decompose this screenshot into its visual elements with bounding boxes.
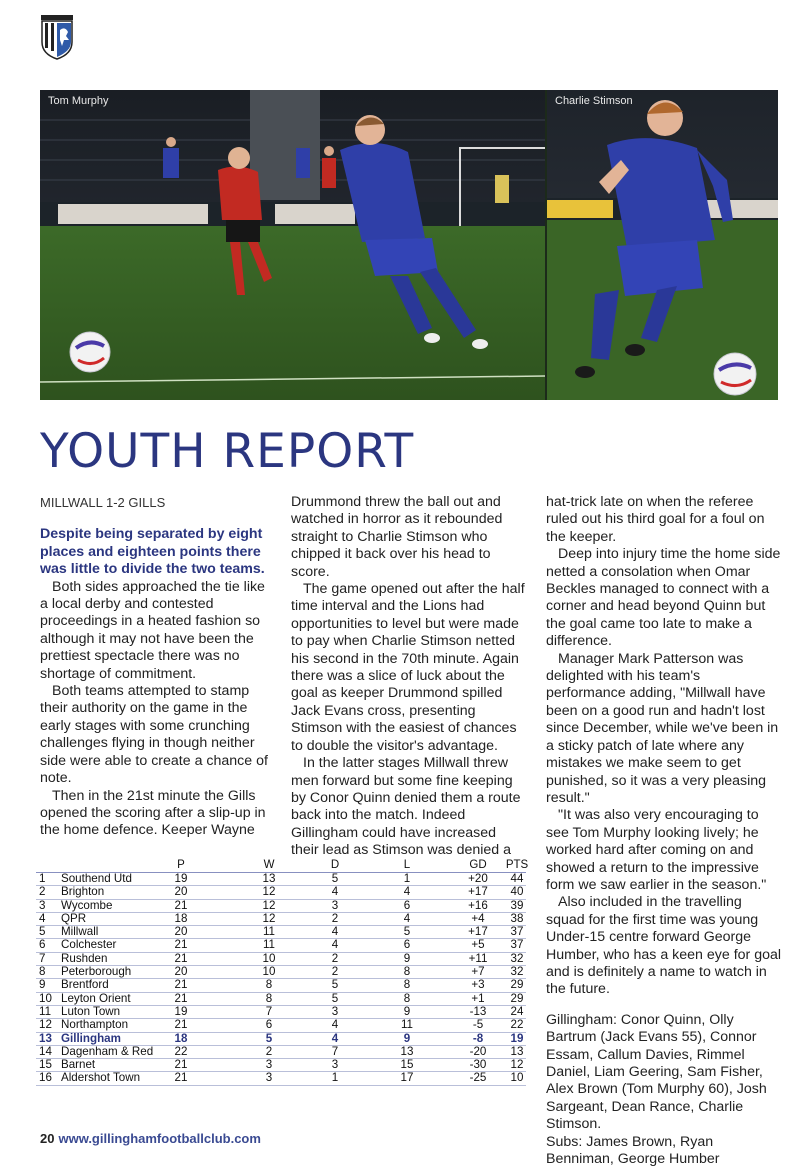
header-lost: L (403, 859, 411, 871)
photo-caption-right: Charlie Stimson (555, 95, 633, 107)
table-cell-d: 5 (331, 991, 339, 1005)
article-lead: Despite being separated by eight places and eighteen points there was little to divide the two teams. (40, 526, 265, 578)
team-subs: Subs: James Brown, Ryan Benniman, George Humber (546, 1133, 720, 1168)
article-column-2 (291, 494, 525, 860)
table-cell-pts: 37 (510, 925, 524, 939)
table-cell-d: 5 (331, 978, 339, 992)
table-cell-w: 11 (262, 938, 276, 952)
table-cell-l: 4 (403, 885, 411, 899)
header-won: W (263, 859, 275, 871)
table-cell-l: 8 (403, 965, 411, 979)
team-lineup: Gillingham: Conor Quinn, Olly Bartrum (Jack Evans 55), Connor Essam, Callum Davies, Rimmel Daniel, Liam Geering, Sam Fisher, Alex Brown (Tom Murphy 60), Josh Sargeant, Dean Rance, Charlie Stimson. (546, 1011, 767, 1133)
table-cell-l: 15 (400, 1058, 414, 1072)
table-cell-pts: 29 (510, 978, 524, 992)
table-cell-d: 2 (331, 911, 339, 925)
table-cell-gd: -8 (472, 1031, 484, 1045)
table-cell-pos: 8 (39, 965, 46, 979)
table-row (36, 1072, 526, 1085)
table-cell-d: 4 (331, 938, 339, 952)
table-cell-w: 8 (265, 978, 273, 992)
table-cell-d: 5 (331, 872, 339, 885)
article-paragraph: hat-trick late on when the referee ruled out his third goal for a foul on the keeper. (546, 494, 765, 545)
table-cell-gd: +5 (471, 938, 485, 952)
table-cell-gd: +3 (471, 978, 485, 992)
table-cell-w: 11 (262, 925, 276, 939)
table-cell-gd: +1 (471, 991, 485, 1005)
table-cell-pts: 44 (510, 872, 524, 885)
table-cell-team: Brentford (61, 978, 109, 992)
page-title: YOUTH REPORT (40, 424, 415, 479)
table-cell-pts: 10 (510, 1071, 524, 1085)
league-table (36, 846, 529, 1086)
table-row (36, 1046, 526, 1059)
article-paragraph: Deep into injury time the home side netted a consolation when Omar Beckles managed to connect with a corner and head beyond Quinn but the goal came too late to make a difference. (546, 546, 781, 650)
table-cell-pos: 5 (39, 925, 46, 939)
table-cell-p: 18 (174, 911, 188, 925)
article-paragraph: In the latter stages Millwall threw men forward but some fine keeping by Conor Quinn denied them a route back into the match. Indeed Gillingham could have increased their lead as Stimson was denied a (291, 755, 521, 859)
table-cell-team: Luton Town (61, 1004, 121, 1018)
table-cell-team: Barnet (61, 1058, 96, 1072)
club-website-link[interactable]: www.gillinghamfootballclub.com (58, 1131, 261, 1146)
table-cell-pts: 39 (510, 898, 524, 912)
match-photo-charlie-stimson (547, 90, 778, 400)
table-cell-p: 21 (174, 978, 188, 992)
table-cell-gd: +20 (468, 872, 488, 885)
table-cell-d: 2 (331, 951, 339, 965)
table-cell-pts: 29 (510, 991, 524, 1005)
table-cell-pts: 22 (510, 1018, 524, 1032)
table-cell-p: 21 (174, 1058, 188, 1072)
table-row (36, 900, 526, 913)
match-photo-tom-murphy (40, 90, 545, 400)
table-cell-p: 20 (174, 965, 188, 979)
table-row (36, 1059, 526, 1072)
table-cell-d: 4 (331, 925, 339, 939)
table-cell-d: 4 (331, 1031, 339, 1045)
article-paragraph: Both sides approached the tie like a local derby and contested proceedings in a heated fashion so although it may not have been the prettiest spectacle there was no shortage of commitment. (40, 578, 265, 682)
article-column-3 (546, 494, 782, 1168)
table-cell-d: 3 (331, 898, 339, 912)
header-goal-difference: GD (469, 859, 487, 871)
photo-caption-left: Tom Murphy (48, 95, 109, 107)
table-cell-pts: 13 (510, 1044, 524, 1058)
table-cell-d: 3 (331, 1058, 339, 1072)
table-cell-pos: 7 (39, 951, 46, 965)
article-paragraph: Manager Mark Patterson was delighted with his team's performance adding, "Millwall have been on a good run and hadn't lost since December, while we've been in a sticky patch of late where any mistakes we make seem to get punished, so it was a very pleasing result." (546, 650, 779, 806)
table-cell-d: 4 (331, 1018, 339, 1032)
table-cell-p: 20 (174, 885, 188, 899)
table-row (36, 953, 526, 966)
table-cell-pos: 13 (39, 1031, 52, 1045)
match-label: MILLWALL 1-2 GILLS (40, 495, 166, 510)
table-row (36, 979, 526, 992)
table-cell-l: 5 (403, 925, 411, 939)
table-cell-gd: +11 (468, 951, 488, 965)
table-cell-p: 21 (174, 898, 188, 912)
table-cell-team: Aldershot Town (61, 1071, 141, 1085)
table-row (36, 873, 526, 886)
table-cell-w: 5 (265, 1031, 273, 1045)
table-cell-pts: 19 (510, 1031, 524, 1045)
table-cell-w: 12 (262, 911, 276, 925)
table-cell-team: Colchester (61, 938, 117, 952)
table-cell-l: 4 (403, 911, 411, 925)
table-cell-pos: 6 (39, 938, 46, 952)
table-cell-gd: -30 (469, 1058, 487, 1072)
page-footer (40, 1131, 261, 1146)
article-paragraph: Both teams attempted to stamp their authority on the game in the early stages with some crunching challenges flying in though neither side were able to create a chance of note. (40, 683, 268, 787)
table-cell-team: Leyton Orient (61, 991, 131, 1005)
table-cell-p: 19 (174, 872, 188, 885)
table-cell-gd: +4 (471, 911, 485, 925)
table-cell-p: 21 (174, 991, 188, 1005)
table-cell-w: 6 (265, 1018, 273, 1032)
table-cell-l: 13 (400, 1044, 414, 1058)
table-cell-pts: 37 (510, 938, 524, 952)
table-cell-l: 9 (403, 1031, 411, 1045)
table-cell-pts: 32 (510, 965, 524, 979)
table-cell-team: Peterborough (61, 965, 132, 979)
table-cell-d: 4 (331, 885, 339, 899)
table-cell-pos: 15 (39, 1058, 52, 1072)
table-cell-gd: +17 (468, 925, 488, 939)
table-cell-w: 2 (265, 1044, 273, 1058)
table-cell-w: 3 (265, 1071, 273, 1085)
table-cell-gd: +16 (468, 898, 488, 912)
article-column-1 (40, 494, 272, 840)
table-cell-l: 1 (403, 872, 411, 885)
table-cell-p: 19 (174, 1004, 188, 1018)
table-cell-w: 10 (262, 951, 276, 965)
article-paragraph: "It was also very encouraging to see Tom Murphy looking lively; he worked hard after coming on and showed a return to the impressive form we saw earlier in the season." (546, 807, 767, 893)
table-cell-d: 1 (331, 1071, 339, 1085)
table-cell-team: Rushden (61, 951, 108, 965)
table-cell-l: 8 (403, 978, 411, 992)
table-cell-pos: 12 (39, 1018, 52, 1032)
table-cell-pts: 38 (510, 911, 524, 925)
table-cell-pos: 14 (39, 1044, 52, 1058)
table-cell-pos: 4 (39, 911, 46, 925)
club-crest-icon (40, 14, 74, 60)
table-cell-pts: 12 (510, 1058, 524, 1072)
table-cell-team: Northampton (61, 1018, 129, 1032)
table-cell-gd: -25 (469, 1071, 487, 1085)
table-row (36, 926, 526, 939)
header-drawn: D (330, 859, 340, 871)
table-row (36, 886, 526, 899)
table-cell-gd: +7 (471, 965, 485, 979)
table-cell-p: 20 (174, 925, 188, 939)
table-cell-w: 7 (265, 1004, 273, 1018)
table-cell-p: 22 (174, 1044, 188, 1058)
table-cell-gd: -20 (469, 1044, 487, 1058)
table-cell-w: 3 (265, 1058, 273, 1072)
table-cell-gd: -13 (469, 1004, 487, 1018)
table-cell-pos: 9 (39, 978, 46, 992)
table-cell-pos: 16 (39, 1071, 52, 1085)
table-cell-gd: +17 (468, 885, 488, 899)
table-cell-pts: 32 (510, 951, 524, 965)
table-cell-d: 7 (331, 1044, 339, 1058)
table-cell-team: Southend Utd (61, 872, 132, 885)
photo-strip (40, 90, 778, 400)
table-cell-p: 18 (174, 1031, 188, 1045)
table-cell-team: Brighton (61, 885, 105, 899)
table-cell-l: 17 (400, 1071, 414, 1085)
page-number: 20 (40, 1131, 55, 1146)
table-row (36, 1019, 526, 1032)
table-cell-p: 21 (174, 1018, 188, 1032)
table-cell-gd: -5 (472, 1018, 484, 1032)
table-row (36, 966, 526, 979)
header-points: PTS (505, 859, 529, 871)
article-paragraph: Also included in the travelling squad for the first time was young Under-15 centre forward George Humber, who has a keen eye for goal and is definitely a name to watch in the future. (546, 894, 782, 998)
table-row (36, 993, 526, 1006)
table-cell-l: 9 (403, 1004, 411, 1018)
article-paragraph: Then in the 21st minute the Gills opened the scoring after a slip-up in the home defence. Keeper Wayne (40, 787, 266, 839)
table-cell-l: 9 (403, 951, 411, 965)
table-cell-pos: 11 (39, 1004, 52, 1018)
table-cell-w: 8 (265, 991, 273, 1005)
table-cell-p: 21 (174, 938, 188, 952)
table-cell-w: 12 (262, 898, 276, 912)
table-row (36, 939, 526, 952)
table-row (36, 1033, 526, 1046)
header-played: P (177, 859, 185, 871)
table-cell-w: 12 (262, 885, 276, 899)
table-cell-pts: 40 (510, 885, 524, 899)
table-cell-team: Gillingham (61, 1031, 121, 1045)
table-cell-l: 6 (403, 938, 411, 952)
table-row (36, 913, 526, 926)
table-cell-p: 21 (174, 1071, 188, 1085)
table-cell-team: Wycombe (61, 898, 113, 912)
table-cell-pos: 3 (39, 898, 46, 912)
table-cell-team: QPR (61, 911, 87, 925)
table-cell-team: Dagenham & Red (61, 1044, 154, 1058)
table-cell-l: 6 (403, 898, 411, 912)
table-cell-p: 21 (174, 951, 188, 965)
table-cell-d: 3 (331, 1004, 339, 1018)
table-cell-pos: 2 (39, 885, 46, 899)
table-cell-w: 10 (262, 965, 276, 979)
table-cell-pos: 1 (39, 872, 46, 885)
table-cell-pts: 24 (510, 1004, 524, 1018)
article-paragraph: Drummond threw the ball out and watched in horror as it rebounded straight to Charlie Stimson who chipped it back over his head to score. (291, 494, 503, 580)
table-cell-d: 2 (331, 965, 339, 979)
article-paragraph: The game opened out after the half time interval and the Lions had opportunities to level but were made to pay when Charlie Stimson netted his second in the 70th minute. Again there was a slice of luck about the goal as keeper Drummond spilled Jack Evans cross, presenting Stimson with the easiest of chances to double the visitor's advantage. (291, 581, 525, 754)
table-cell-pos: 10 (39, 991, 52, 1005)
table-row (36, 1006, 526, 1019)
league-table-header (36, 846, 529, 873)
table-cell-team: Millwall (61, 925, 99, 939)
table-cell-l: 8 (403, 991, 411, 1005)
table-cell-w: 13 (262, 872, 276, 885)
table-cell-l: 11 (400, 1018, 414, 1032)
